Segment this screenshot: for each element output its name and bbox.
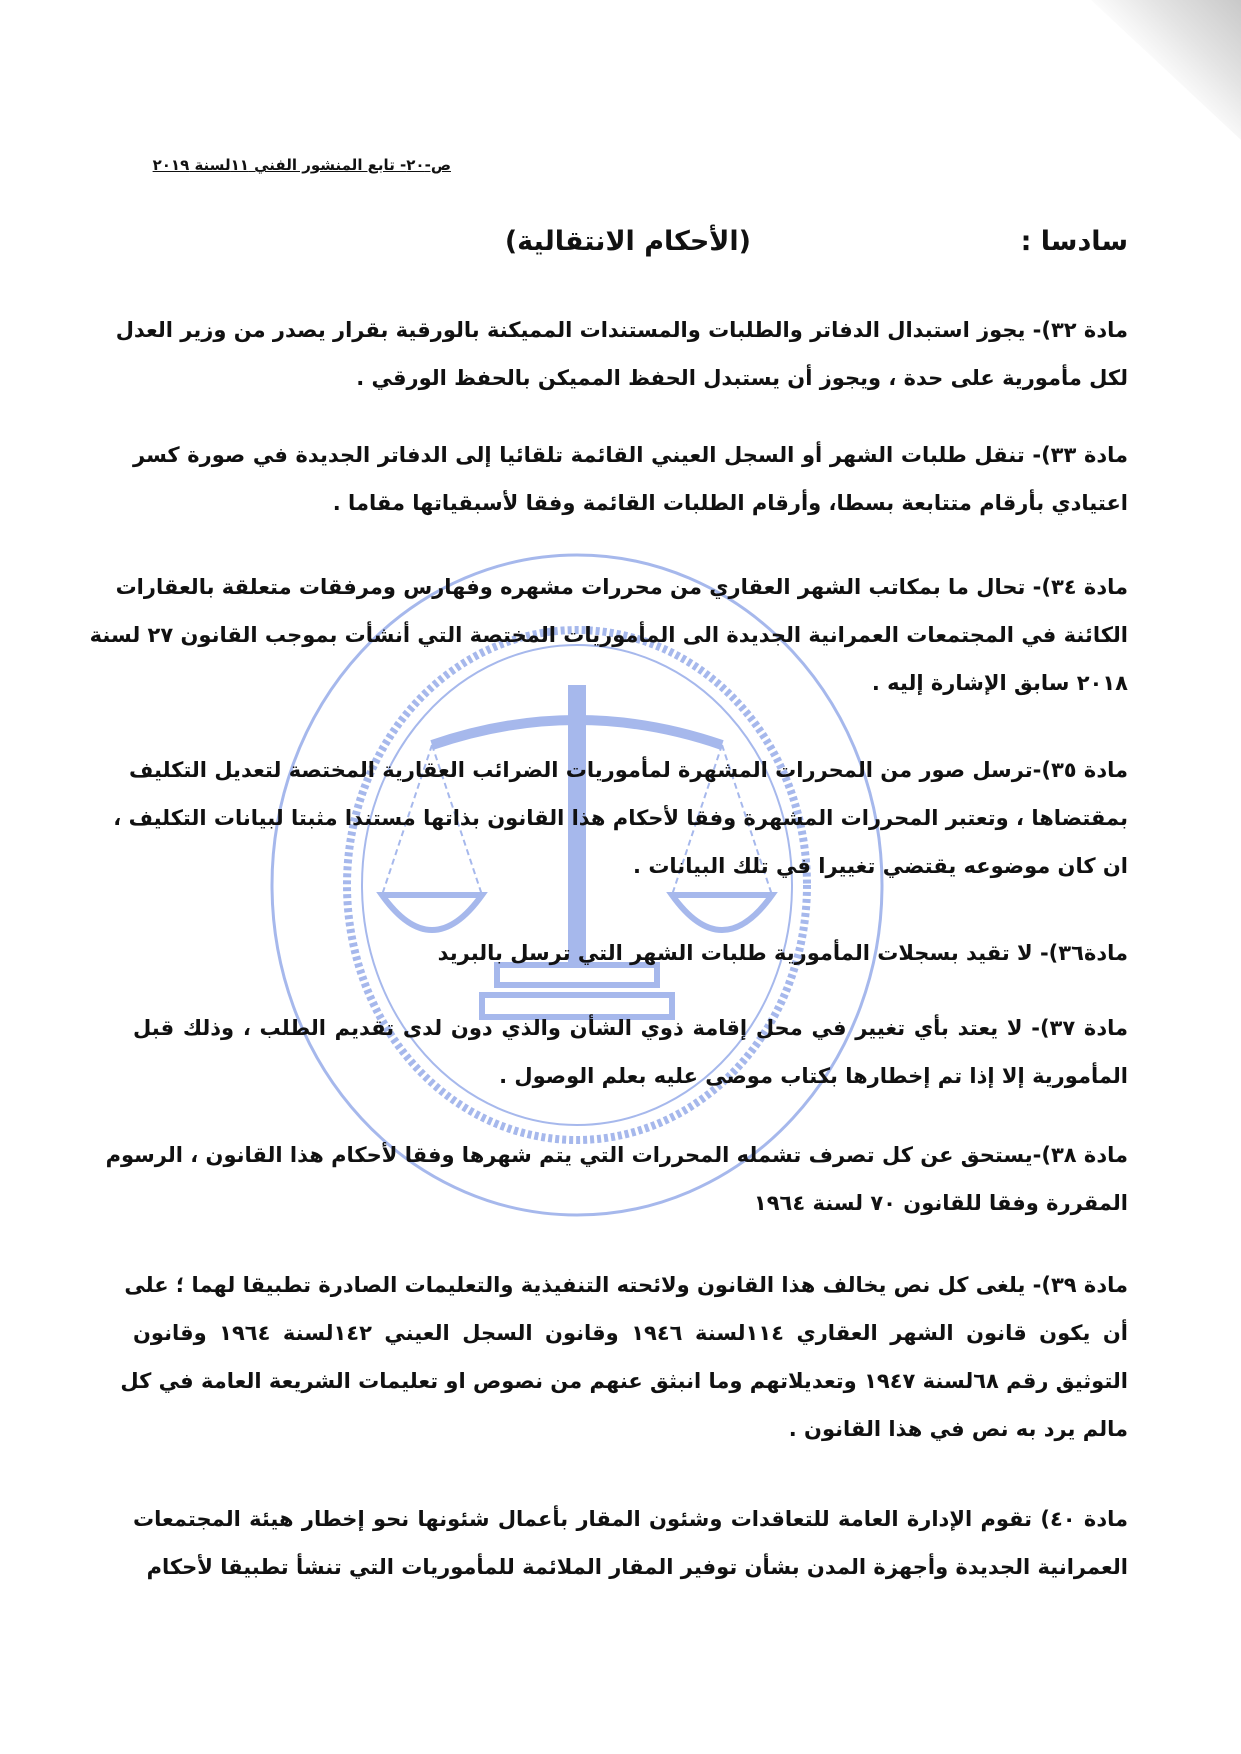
article-line: مادة ٣٣)- تنقل طلبات الشهر أو السجل العيني القائمة تلقائيا إلى الدفاتر الجديدة في صورة كسر — [133, 443, 1129, 467]
article-line: مادة ٣٧)- لا يعتد بأي تغيير في محل إقامة ذوي الشأن والذي دون لدى تقديم الطلب ، وذلك قبل — [133, 1016, 1128, 1040]
scan-corner-shadow — [1091, 0, 1241, 140]
section-title: (الأحكام الانتقالية) — [504, 226, 751, 257]
section-label: سادسا : — [1020, 226, 1128, 257]
page-header: ص-٢٠- تابع المنشور الفني ١١لسنة ٢٠١٩ — [152, 156, 451, 174]
article-line: مادة ٣٢)- يجوز استبدال الدفاتر والطلبات والمستندات المميكنة بالورقية بقرار يصدر من وزير العدل — [115, 318, 1128, 342]
article-line: ان كان موضوعه يقتضي تغييرا في تلك البيانات . — [633, 854, 1128, 878]
article-line: مادة ٣٩)- يلغى كل نص يخالف هذا القانون ولائحته التنفيذية والتعليمات الصادرة تطبيقا لهما ؛ على — [124, 1273, 1128, 1297]
article-line: المقررة وفقا للقانون ٧٠ لسنة ١٩٦٤ — [753, 1191, 1128, 1215]
article-line: مادة ٣٤)- تحال ما بمكاتب الشهر العقاري من محررات مشهره وفهارس ومرفقات متعلقة بالعقارات — [115, 575, 1128, 599]
article-line: الكائنة في المجتمعات العمرانية الجديدة الى المأموريات المختصة التي أنشأت بموجب القانون ٢٧ لسنة — [89, 623, 1128, 647]
article-line: مادة٣٦)- لا تقيد بسجلات المأمورية طلبات الشهر التي ترسل بالبريد — [437, 941, 1128, 965]
article-line: اعتيادي بأرقام متتابعة بسطا، وأرقام الطلبات القائمة وفقا لأسبقياتها مقاما . — [332, 491, 1128, 515]
article-line: أن يكون قانون الشهر العقاري ١١٤لسنة ١٩٤٦ وقانون السجل العيني ١٤٢لسنة ١٩٦٤ وقانون — [133, 1321, 1128, 1345]
article-line: مادة ٣٥)-ترسل صور من المحررات المشهرة لمأموريات الضرائب العقارية المختصة لتعديل التكليف — [128, 758, 1128, 782]
article-line: مالم يرد به نص في هذا القانون . — [788, 1417, 1128, 1441]
article-line: بمقتضاها ، وتعتبر المحررات المشهرة وفقا لأحكام هذا القانون بذاتها مستندا مثبتا لبيانات التكليف ، — [113, 806, 1128, 830]
article-line: العمرانية الجديدة وأجهزة المدن بشأن توفير المقار الملائمة للمأموريات التي تنشأ تطبيقا لأحكام — [146, 1555, 1128, 1579]
article-line: مادة ٤٠) تقوم الإدارة العامة للتعاقدات وشئون المقار بأعمال شئونها نحو إخطار هيئة المجتمعات — [133, 1507, 1128, 1531]
article-line: لكل مأمورية على حدة ، ويجوز أن يستبدل الحفظ المميكن بالحفظ الورقي . — [356, 366, 1128, 390]
article-line: مادة ٣٨)-يستحق عن كل تصرف تشمله المحررات التي يتم شهرها وفقا لأحكام هذا القانون ، الرسوم — [105, 1143, 1128, 1167]
article-line: التوثيق رقم ٦٨لسنة ١٩٤٧ وتعديلاتهم وما انبثق عنهم من نصوص او تعليمات الشريعة العامة في كل — [120, 1369, 1128, 1393]
article-line: المأمورية إلا إذا تم إخطارها بكتاب موصى عليه بعلم الوصول . — [499, 1064, 1128, 1088]
article-line: ٢٠١٨ سابق الإشارة إليه . — [871, 671, 1128, 695]
